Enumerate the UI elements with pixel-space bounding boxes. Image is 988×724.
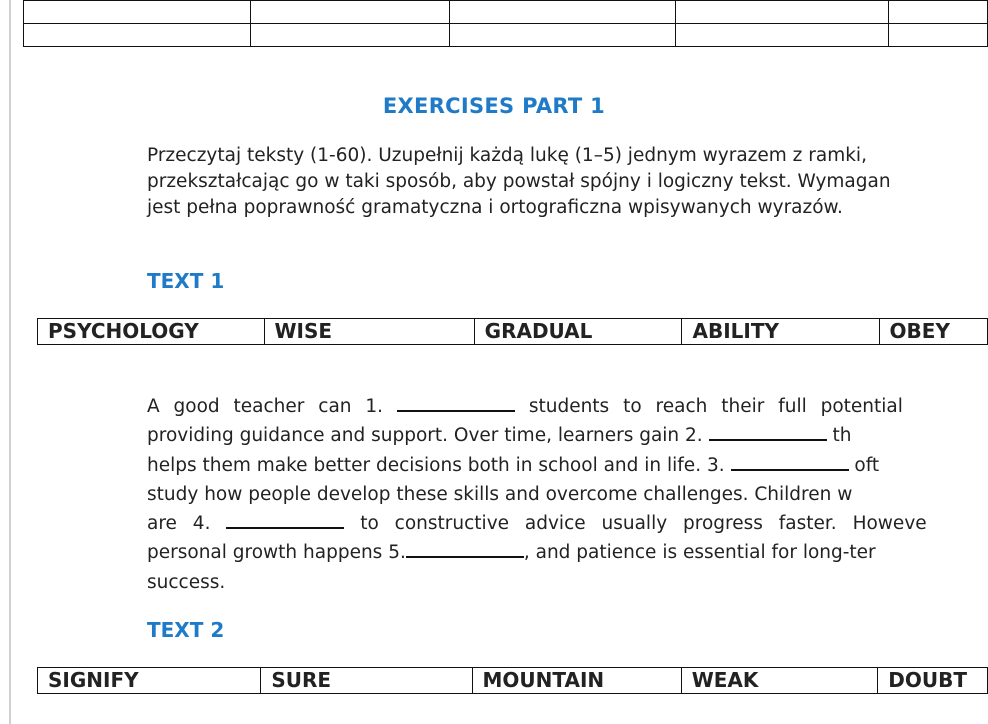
word-box-item: ABILITY — [682, 319, 879, 345]
gap-3[interactable] — [731, 453, 849, 471]
instructions-line: Przeczytaj teksty (1-60). Uzupełnij każdą lukę (1–5) jednym wyrazem z ramki, — [147, 145, 867, 166]
gap-5[interactable] — [406, 540, 524, 558]
word-box-item: WEAK — [681, 668, 878, 694]
gap-2[interactable] — [709, 423, 827, 441]
word-box-item: SURE — [261, 668, 472, 694]
exercise-title: EXERCISES PART 1 — [382, 94, 606, 118]
passage-line: helps them make better decisions both in school and in life. 3. oft — [147, 454, 880, 476]
word-box-item: PSYCHOLOGY — [38, 319, 265, 345]
passage-line: providing guidance and support. Over time, learners gain 2. th — [147, 425, 852, 447]
passage-line: success. — [147, 571, 226, 593]
passage-line: personal growth happens 5. , and patience is essential for long-ter — [147, 542, 876, 564]
previous-table-fragment — [23, 0, 988, 47]
word-box-item: SIGNIFY — [38, 668, 261, 694]
word-box-item: GRADUAL — [474, 319, 682, 345]
passage-line: are 4. to constructive advice usually progress faster. Howeve — [147, 513, 927, 535]
word-box-item: MOUNTAIN — [472, 668, 681, 694]
passage-line: A good teacher can 1. students to reach their full potential — [147, 396, 903, 417]
text1-gapped-passage — [147, 392, 988, 597]
passage-line: study how people develop these skills and overcome challenges. Children w — [147, 483, 853, 505]
text2-word-box — [37, 667, 988, 694]
table-row — [24, 24, 988, 47]
table-row — [24, 1, 988, 24]
word-box-item: OBEY — [879, 319, 987, 345]
word-box-item: DOUBT — [878, 668, 988, 694]
gap-1[interactable] — [397, 394, 515, 412]
text1-heading: TEXT 1 — [147, 269, 225, 293]
word-box-item: WISE — [264, 319, 474, 345]
text1-word-box — [37, 318, 988, 345]
gap-4[interactable] — [226, 511, 344, 529]
instructions-line: jest pełna poprawność gramatyczna i ortograficzna wpisywanych wyrazów. — [147, 197, 843, 218]
instructions-line: przekształcając go w taki sposób, aby powstał spójny i logiczny tekst. Wymagan — [147, 171, 891, 192]
text2-heading: TEXT 2 — [147, 618, 225, 642]
instructions — [147, 143, 988, 221]
